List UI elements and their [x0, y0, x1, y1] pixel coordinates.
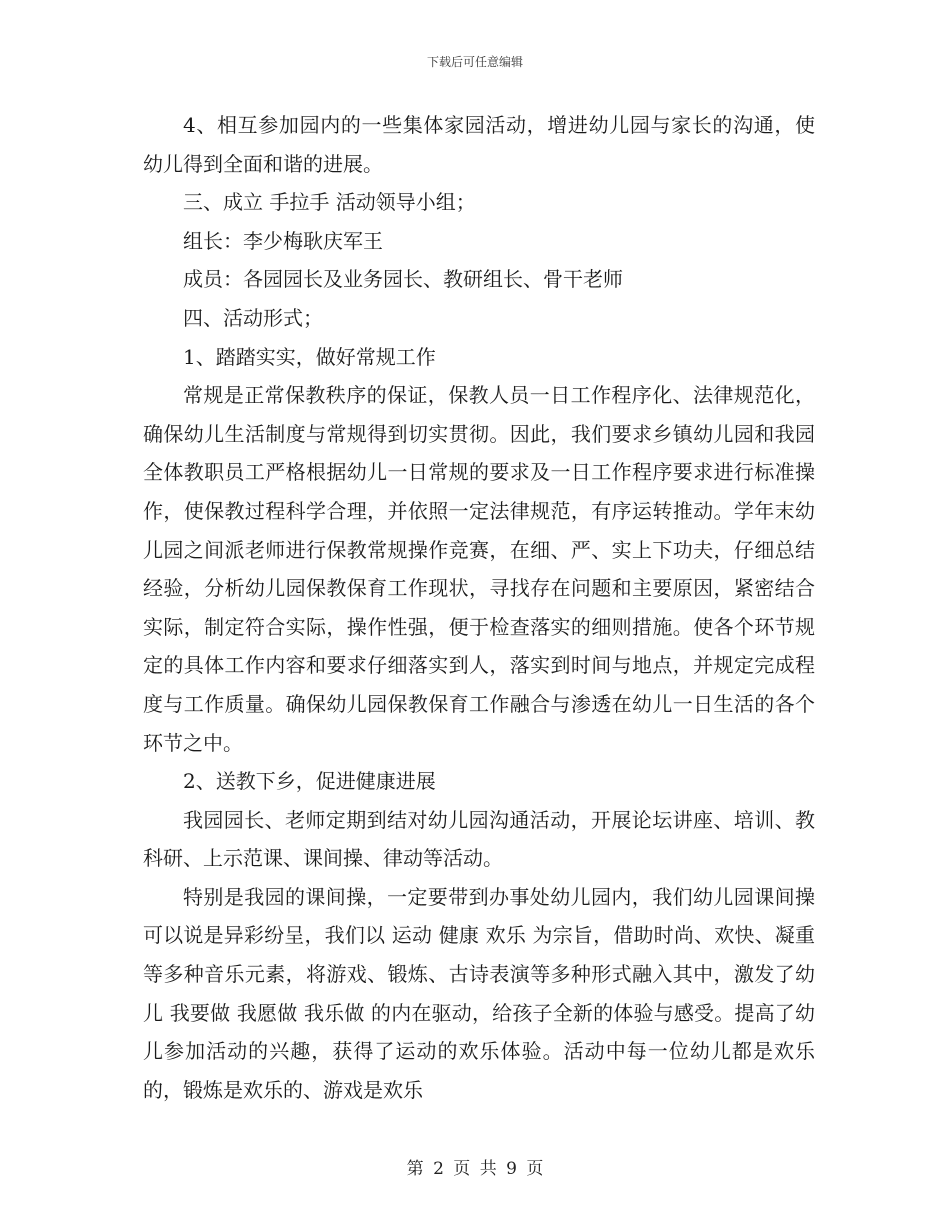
document-body — [143, 106, 815, 1109]
group-leader-line: 组长：李少梅耿庆军王 — [183, 228, 383, 253]
paragraph-break-exercises: 特别是我园的课间操，一定要带到办事处幼儿园内，我们幼儿园课间操可以说是异彩纷呈，我们以 运动 健康 欢乐 为宗旨，借助时尚、欢快、凝重等多种音乐元素，将游戏、锻炼、古诗表演等多种形式融入其中，激发了幼儿 我要做 我愿做 我乐做 的内在驱动，给孩子全新的体验与感受。提高了幼儿参加活动的兴趣，获得了运动的欢乐体验。活动中每一位幼儿都是欢乐的，锻炼是欢乐的、游戏是欢乐 — [143, 884, 815, 1102]
paragraph-item-4: 4、相互参加园内的一些集体家园活动，增进幼儿园与家长的沟通，使幼儿得到全面和谐的进展。 — [143, 113, 815, 176]
subheading-teaching-to-countryside: 2、送教下乡，促进健康进展 — [183, 769, 436, 794]
paragraph-teacher-visits: 我园园长、老师定期到结对幼儿园沟通活动，开展论坛讲座、培训、教科研、上示范课、课间操、律动等活动。 — [143, 807, 815, 871]
page-header-note: 下载后可任意编辑 — [426, 55, 523, 69]
subheading-routine-work: 1、踏踏实实，做好常规工作 — [183, 344, 436, 369]
section-heading-activity-form: 四、活动形式； — [183, 305, 323, 330]
page-number-footer: 第 2 页 共 9 页 — [406, 1159, 544, 1179]
group-members-line: 成员：各园园长及业务园长、教研组长、骨干老师 — [183, 267, 623, 292]
section-heading-leadership-group: 三、成立 手拉手 活动领导小组； — [183, 190, 476, 215]
paragraph-routine-work: 常规是正常保教秩序的保证，保教人员一日工作程序化、法律规范化，确保幼儿生活制度与常规得到切实贯彻。因此，我们要求乡镇幼儿园和我园全体教职员工严格根据幼儿一日常规的要求及一日工作程序要求进行标准操作，使保教过程科学合理，并依照一定法律规范，有序运转推动。学年末幼儿园之间派老师进行保教常规操作竞赛，在细、严、实上下功夫，仔细总结经验，分析幼儿园保教保育工作现状，寻找存在问题和主要原因，紧密结合实际，制定符合实际，操作性强，便于检查落实的细则措施。使各个环节规定的具体工作内容和要求仔细落实到人，落实到时间与地点，并规定完成程度与工作质量。确保幼儿园保教保育工作融合与渗透在幼儿一日生活的各个环节之中。 — [143, 383, 815, 755]
